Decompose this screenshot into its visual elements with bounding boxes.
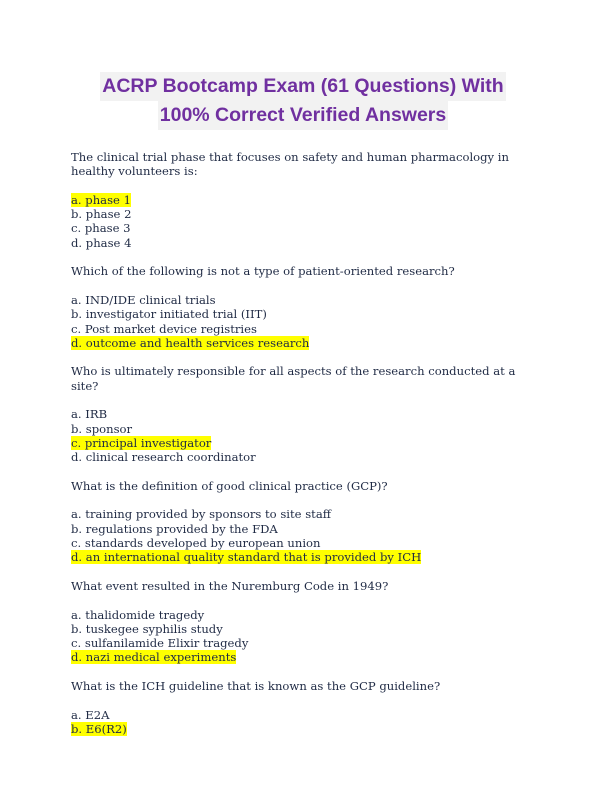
answer-option-text: b. E6(R2) [71,721,127,736]
answer-option [71,708,541,722]
answer-option [71,207,541,221]
answer-option-text: c. principal investigator [71,435,212,450]
answer-option [71,622,541,636]
answer-option [71,422,541,436]
answer-option-text: c. sulfanilamide Elixir tragedy [71,636,249,651]
answer-option-text: b. investigator initiated trial (IIT) [71,307,267,322]
answer-option-text: c. Post market device registries [71,321,257,336]
answer-options [71,708,541,737]
answer-option-text: c. phase 3 [71,221,131,236]
document-title [0,72,606,130]
answer-option [71,522,541,536]
answer-option-correct [71,550,541,564]
answer-option [71,536,541,550]
question-block [71,579,541,665]
question-text: Which of the following is not a type of patient-oriented research? [71,264,455,279]
answer-option-text: a. thalidomide tragedy [71,607,205,622]
question-text: The clinical trial phase that focuses on safety and human pharmacology in healthy volunteers is: [71,150,509,179]
answer-option-correct [71,722,541,736]
answer-option-text: d. phase 4 [71,235,132,250]
answer-option [71,322,541,336]
answer-options [71,507,541,564]
question-block [71,479,541,565]
question-list [71,150,541,750]
answer-option [71,236,541,250]
answer-option-correct [71,193,541,207]
answer-option-text: b. tuskegee syphilis study [71,621,223,636]
answer-option [71,450,541,464]
answer-options [71,293,541,350]
answer-option-text: c. standards developed by european union [71,536,321,551]
answer-option-text: d. outcome and health services research [71,335,310,350]
answer-option-text: a. phase 1 [71,192,131,207]
answer-option-text: b. regulations provided by the FDA [71,521,278,536]
question-block [71,150,541,250]
question-text: What is the ICH guideline that is known as the GCP guideline? [71,678,441,693]
answer-option-correct [71,336,541,350]
answer-option-text: d. nazi medical experiments [71,650,237,665]
answer-option-text: d. an international quality standard that is provided by ICH [71,550,422,565]
answer-option [71,407,541,421]
answer-options [71,407,541,464]
answer-option-correct [71,650,541,664]
question-text: Who is ultimately responsible for all aspects of the research conducted at a site? [71,364,516,393]
answer-options [71,193,541,250]
question-block [71,264,541,350]
answer-option-text: a. IRB [71,407,108,422]
answer-option-text: b. sponsor [71,421,133,436]
answer-option [71,636,541,650]
answer-option [71,608,541,622]
answer-option-text: b. phase 2 [71,207,132,222]
answer-option [71,507,541,521]
answer-option-text: a. IND/IDE clinical trials [71,292,216,307]
question-text: What is the definition of good clinical practice (GCP)? [71,478,388,493]
answer-option [71,293,541,307]
answer-option [71,221,541,235]
title-line-1: ACRP Bootcamp Exam (61 Questions) With [100,72,505,101]
question-block [71,679,541,736]
answer-option-text: a. training provided by sponsors to site staff [71,507,331,522]
answer-option-text: a. E2A [71,707,110,722]
answer-option [71,307,541,321]
title-line-2: 100% Correct Verified Answers [158,101,449,130]
question-text: What event resulted in the Nuremburg Code in 1949? [71,578,389,593]
question-block [71,364,541,464]
answer-option-text: d. clinical research coordinator [71,450,256,465]
answer-option-correct [71,436,541,450]
answer-options [71,608,541,665]
